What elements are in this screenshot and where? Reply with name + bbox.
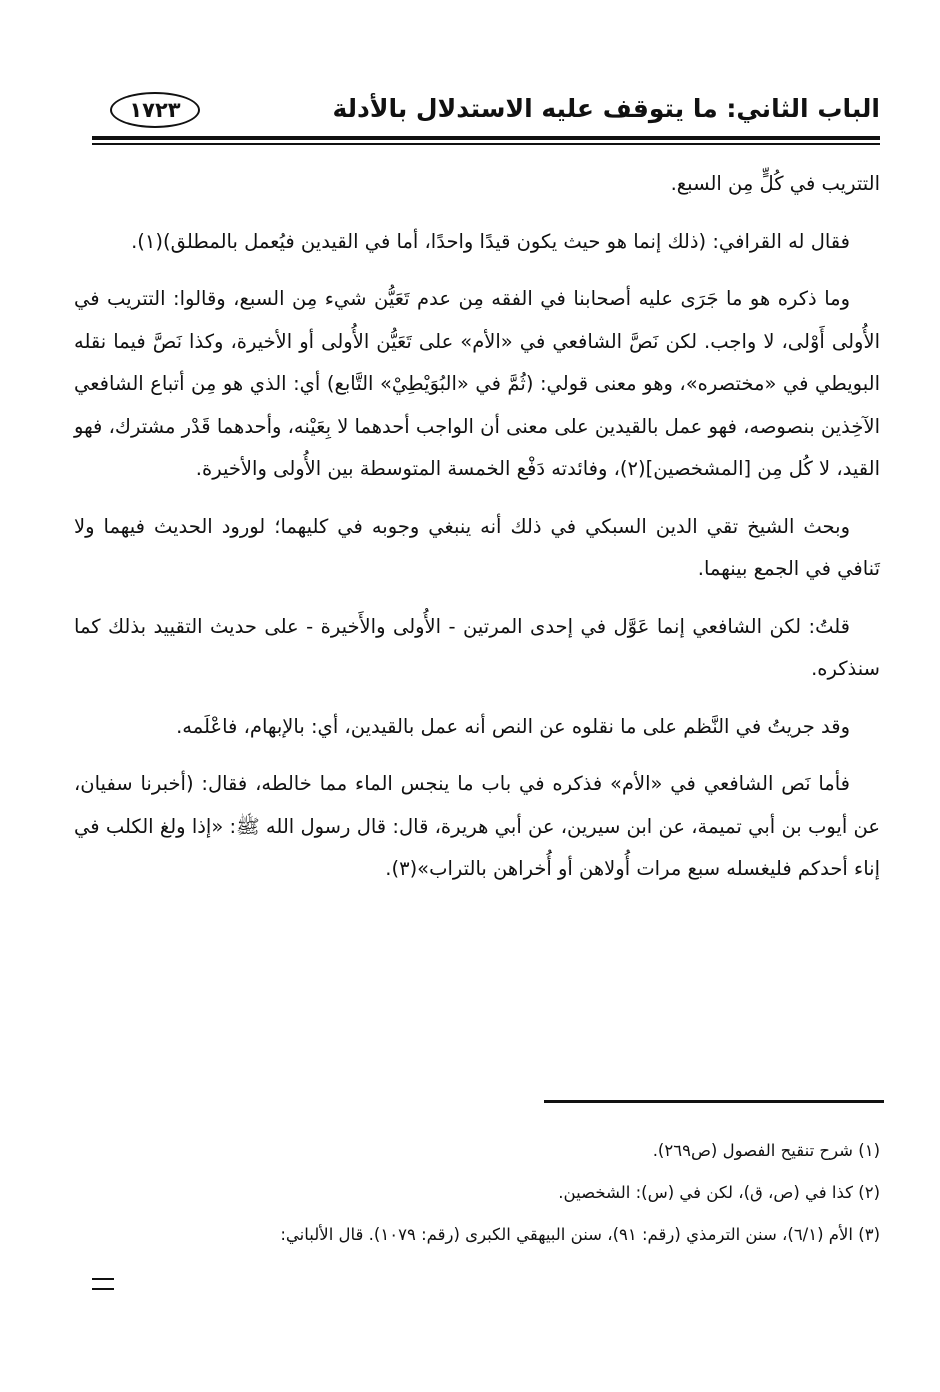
header-rule-thick [92,136,880,140]
paragraph: وقد جريتُ في النَّظم على ما نقلوه عن النص أنه عمل بالقيدين، أي: بالإبهام، فاعْلَمه. [176,714,850,738]
footnote-2: (٢) كذا في (ص، ق)، لكن في (س): الشخصين. [558,1183,880,1202]
paragraph: وما ذكره هو ما جَرَى عليه أصحابنا في الفقه مِن عدم تَعَيُّن شيء مِن السبع، وقالوا: التتريب في الأُولى أَوْلى، لا واجب. لكن نَصَّ الشافعي في «الأم» على تَعَيُّن الأُولى أو الأخيرة، وكذا نَصَّ فيما نقله البويطي في «مختصره»، وهو معنى قولي: (ثُمَّ في «البُوَيْطِيْ» التَّابع) أي: الذي هو مِن أتباع الشافعي الآخِذين بنصوصه، فهو عمل بالقيدين على معنى أن الواجب أحدهما لا بِعَيْنه، وأحدهما قَدْر مشترك، فهو القيد، لا كُل مِن [المشخصين](٢)، وفائدته دَفْع الخمسة المتوسطة بين الأُولى والأخيرة. [74,287,880,480]
paragraph: قلتُ: لكن الشافعي إنما عَوَّل في إحدى المرتين - الأُولى والأَخيرة - على حديث التقييد بذلك كما سنذكره. [74,614,880,680]
chapter-title: الباب الثاني: ما يتوقف عليه الاستدلال بالأدلة [332,94,880,123]
main-text [74,163,880,906]
header-rule-thin [92,143,880,145]
paragraph: فقال له القرافي: (ذلك إنما هو حيث يكون قيدًا واحدًا، أما في القيدين فيُعمل بالمطلق)(١). [131,229,850,253]
running-header [92,86,880,132]
page-number-badge: ١٧٢٣ [110,92,200,128]
footnotes [74,1132,880,1258]
footnote-separator [544,1100,884,1103]
footnote-3: (٣) الأم (٦/١)، سنن الترمذي (رقم: ٩١)، سنن البيهقي الكبرى (رقم: ١٠٧٩). قال الألباني: [280,1225,880,1244]
paragraph: فأما نَص الشافعي في «الأم» فذكره في باب ما ينجس الماء مما خالطه، فقال: (أخبرنا سفيان، عن أيوب بن أبي تميمة، عن ابن سيرين، عن أبي هريرة، قال: قال رسول الله ﷺ: «إذا ولغ الكلب في إناء أحدكم فليغسله سبع مرات أُولاهن أو أُخراهن بالتراب»(٣). [74,772,880,880]
paragraph: وبحث الشيخ تقي الدين السبكي في ذلك أنه ينبغي وجوبه في كليهما؛ لورود الحديث فيهما ولا تَنافي في الجمع بينهما. [74,514,880,580]
continuation-mark [92,1278,114,1290]
footnote-1: (١) شرح تنقيح الفصول (ص٢٦٩). [652,1141,880,1160]
paragraph: التتريب في كُلٍّ مِن السبع. [670,172,880,195]
